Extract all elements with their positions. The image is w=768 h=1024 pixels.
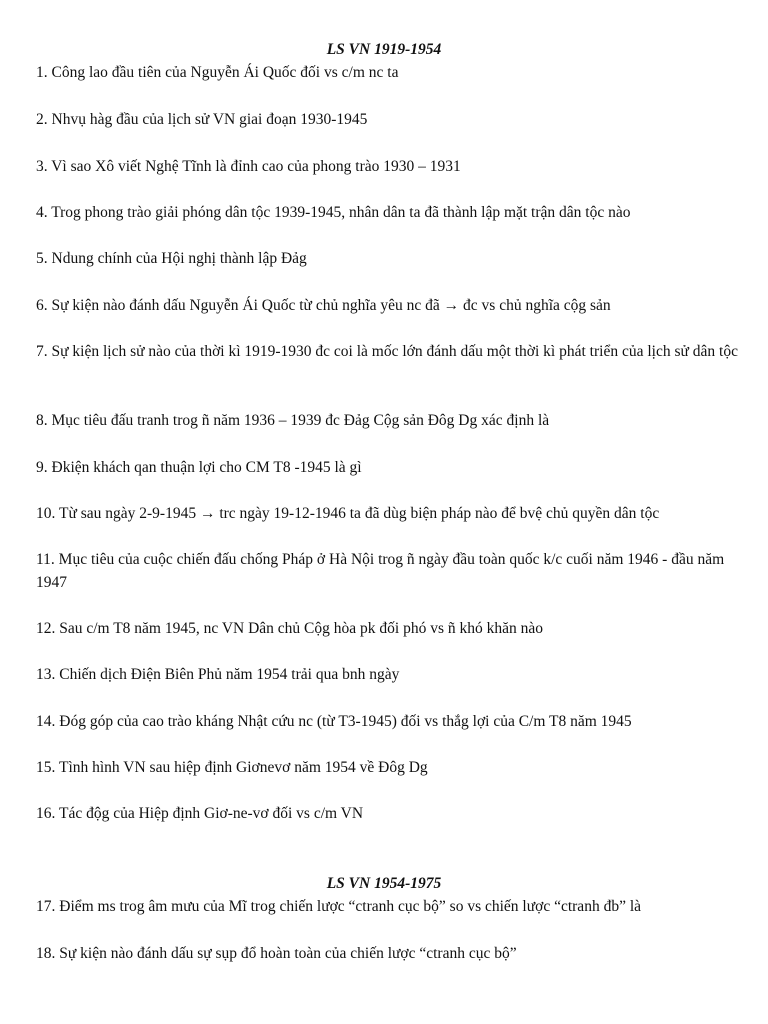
question-13: 13. Chiến dịch Điện Biên Phủ năm 1954 trải qua bnh ngày bbox=[36, 666, 400, 683]
question-17: 17. Điểm ms trog âm mưu của Mĩ trog chiến lược “ctranh cục bộ” so vs chiến lược “ctranh đb” là bbox=[36, 898, 642, 915]
section-title-1919-1954: LS VN 1919-1954 bbox=[326, 41, 442, 58]
question-14: 14. Đóg góp của cao trào kháng Nhật cứu nc (từ T3-1945) đối vs thắg lợi của C/m T8 năm 1945 bbox=[36, 713, 632, 730]
question-2: 2. Nhvụ hàg đầu của lịch sử VN giai đoạn 1930-1945 bbox=[36, 111, 368, 128]
question-9: 9. Đkiện khách qan thuận lợi cho CM T8 -1945 là gì bbox=[36, 459, 362, 476]
question-7: 7. Sự kiện lịch sử nào của thời kì 1919-1930 đc coi là mốc lớn đánh dấu một thời kì phát triển của lịch sử dân tộc bbox=[36, 343, 738, 360]
question-10: 10. Từ sau ngày 2-9-1945 → trc ngày 19-12-1946 ta đã dùg biện pháp nào để bvệ chủ quyền dân tộc bbox=[36, 505, 660, 522]
question-1: 1. Công lao đầu tiên của Nguyễn Ái Quốc đối vs c/m nc ta bbox=[36, 64, 399, 81]
question-18: 18. Sự kiện nào đánh dấu sự sụp đổ hoàn toàn của chiến lược “ctranh cục bộ” bbox=[36, 945, 517, 962]
question-4: 4. Trog phong trào giải phóng dân tộc 1939-1945, nhân dân ta đã thành lập mặt trận dân tộc nào bbox=[36, 204, 631, 221]
question-8: 8. Mục tiêu đấu tranh trog ñ năm 1936 – 1939 đc Đảg Cộg sản Đôg Dg xác định là bbox=[36, 412, 550, 429]
question-3: 3. Vì sao Xô viết Nghệ Tĩnh là đỉnh cao của phong trào 1930 – 1931 bbox=[36, 158, 461, 175]
question-5: 5. Ndung chính của Hội nghị thành lập Đảg bbox=[36, 250, 307, 267]
section-title-1954-1975: LS VN 1954-1975 bbox=[326, 875, 442, 892]
question-15: 15. Tình hình VN sau hiệp định Giơnevơ năm 1954 về Đôg Dg bbox=[36, 759, 428, 776]
question-12: 12. Sau c/m T8 năm 1945, nc VN Dân chủ Cộg hòa pk đối phó vs ñ khó khăn nào bbox=[36, 620, 543, 637]
question-11: 11. Mục tiêu của cuộc chiến đấu chống Pháp ở Hà Nội trog ñ ngày đầu toàn quốc k/c cuối năm 1946 - đầu năm 1947 bbox=[36, 551, 725, 591]
question-16: 16. Tác độg của Hiệp định Giơ-ne-vơ đối vs c/m VN bbox=[36, 805, 364, 822]
question-6: 6. Sự kiện nào đánh dấu Nguyễn Ái Quốc từ chủ nghĩa yêu nc đã → đc vs chủ nghĩa cộg sản bbox=[36, 297, 611, 314]
